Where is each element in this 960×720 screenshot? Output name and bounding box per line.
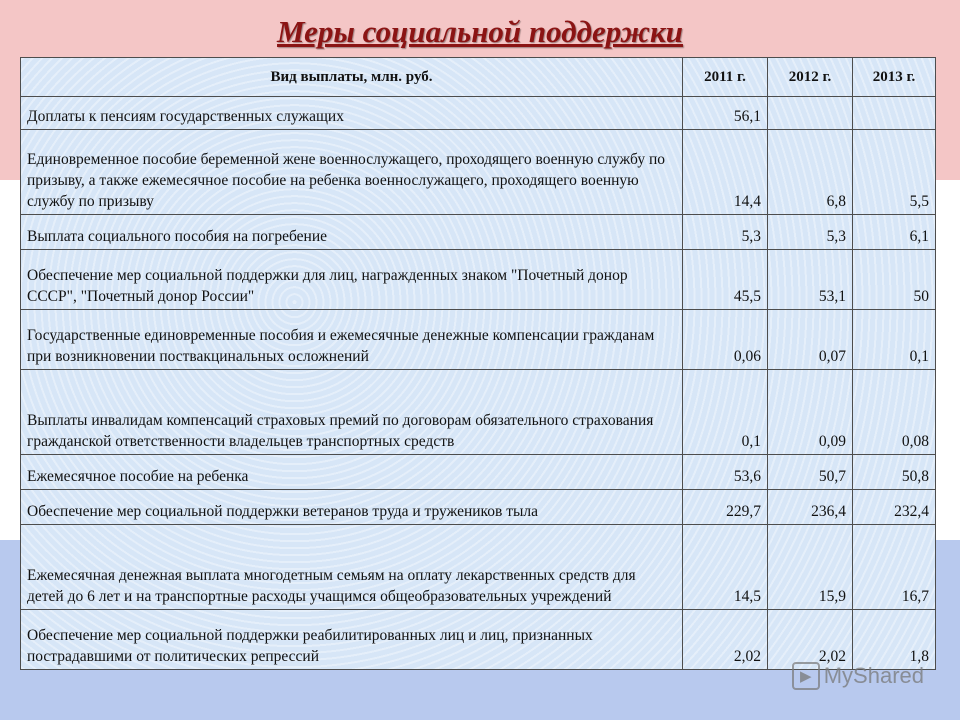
table-row <box>21 130 936 215</box>
row-description: Государственные единовременные пособия и ежемесячные денежные компенсации гражданам при возникновении поствакцинальных осложнений <box>21 310 683 370</box>
value-2011: 14,4 <box>683 130 768 215</box>
value-2011: 0,06 <box>683 310 768 370</box>
value-2013: 5,5 <box>853 130 936 215</box>
table-row <box>21 215 936 250</box>
value-2012: 50,7 <box>768 455 853 490</box>
row-description: Единовременное пособие беременной жене военнослужащего, проходящего военную службу по призыву, а также ежемесячное пособие на ребенка военнослужащего, проходящего военную службу по призыву <box>21 130 683 215</box>
row-description: Ежемесячная денежная выплата многодетным семьям на оплату лекарственных средств для детей до 6 лет и на транспортные расходы учащимся общеобразовательных учреждений <box>21 525 683 610</box>
value-2013: 0,08 <box>853 370 936 455</box>
row-description: Обеспечение мер социальной поддержки для лиц, награжденных знаком "Почетный донор СССР", "Почетный донор России" <box>21 250 683 310</box>
value-2011: 56,1 <box>683 97 768 130</box>
value-2013: 6,1 <box>853 215 936 250</box>
value-2013 <box>853 97 936 130</box>
row-description: Обеспечение мер социальной поддержки ветеранов труда и тружеников тыла <box>21 490 683 525</box>
slide-title: Меры социальной поддержки <box>277 14 683 49</box>
watermark-text: MyShared <box>823 663 924 688</box>
value-2011: 0,1 <box>683 370 768 455</box>
value-2012: 0,09 <box>768 370 853 455</box>
value-2012 <box>768 97 853 130</box>
value-2011: 2,02 <box>683 610 768 670</box>
row-description: Выплата социального пособия на погребение <box>21 215 683 250</box>
header-payment-type: Вид выплаты, млн. руб. <box>21 58 683 97</box>
row-description: Ежемесячное пособие на ребенка <box>21 455 683 490</box>
table-row <box>21 310 936 370</box>
value-2013: 232,4 <box>853 490 936 525</box>
watermark <box>792 662 924 690</box>
value-2012: 236,4 <box>768 490 853 525</box>
value-2011: 229,7 <box>683 490 768 525</box>
value-2013: 0,1 <box>853 310 936 370</box>
value-2012: 2,02 <box>768 610 853 670</box>
table-row <box>21 97 936 130</box>
payments-table <box>20 57 936 670</box>
row-description: Доплаты к пенсиям государственных служащих <box>21 97 683 130</box>
value-2013: 16,7 <box>853 525 936 610</box>
value-2013: 50,8 <box>853 455 936 490</box>
header-year-2011: 2011 г. <box>683 58 768 97</box>
row-description: Обеспечение мер социальной поддержки реабилитированных лиц и лиц, признанных пострадавшими от политических репрессий <box>21 610 683 670</box>
value-2012: 15,9 <box>768 525 853 610</box>
table-row <box>21 370 936 455</box>
table-row <box>21 490 936 525</box>
table-row <box>21 525 936 610</box>
play-icon: ▶ <box>792 662 820 690</box>
header-year-2013: 2013 г. <box>853 58 936 97</box>
value-2012: 53,1 <box>768 250 853 310</box>
header-year-2012: 2012 г. <box>768 58 853 97</box>
value-2011: 45,5 <box>683 250 768 310</box>
table-row <box>21 610 936 670</box>
value-2011: 5,3 <box>683 215 768 250</box>
value-2013: 50 <box>853 250 936 310</box>
value-2012: 6,8 <box>768 130 853 215</box>
table-header-row <box>21 58 936 97</box>
value-2013: 1,8 <box>853 610 936 670</box>
value-2011: 53,6 <box>683 455 768 490</box>
table-row <box>21 455 936 490</box>
value-2012: 5,3 <box>768 215 853 250</box>
row-description: Выплаты инвалидам компенсаций страховых премий по договорам обязательного страхования гражданской ответственности владельцев транспортных средств <box>21 370 683 455</box>
table-row <box>21 250 936 310</box>
value-2011: 14,5 <box>683 525 768 610</box>
value-2012: 0,07 <box>768 310 853 370</box>
